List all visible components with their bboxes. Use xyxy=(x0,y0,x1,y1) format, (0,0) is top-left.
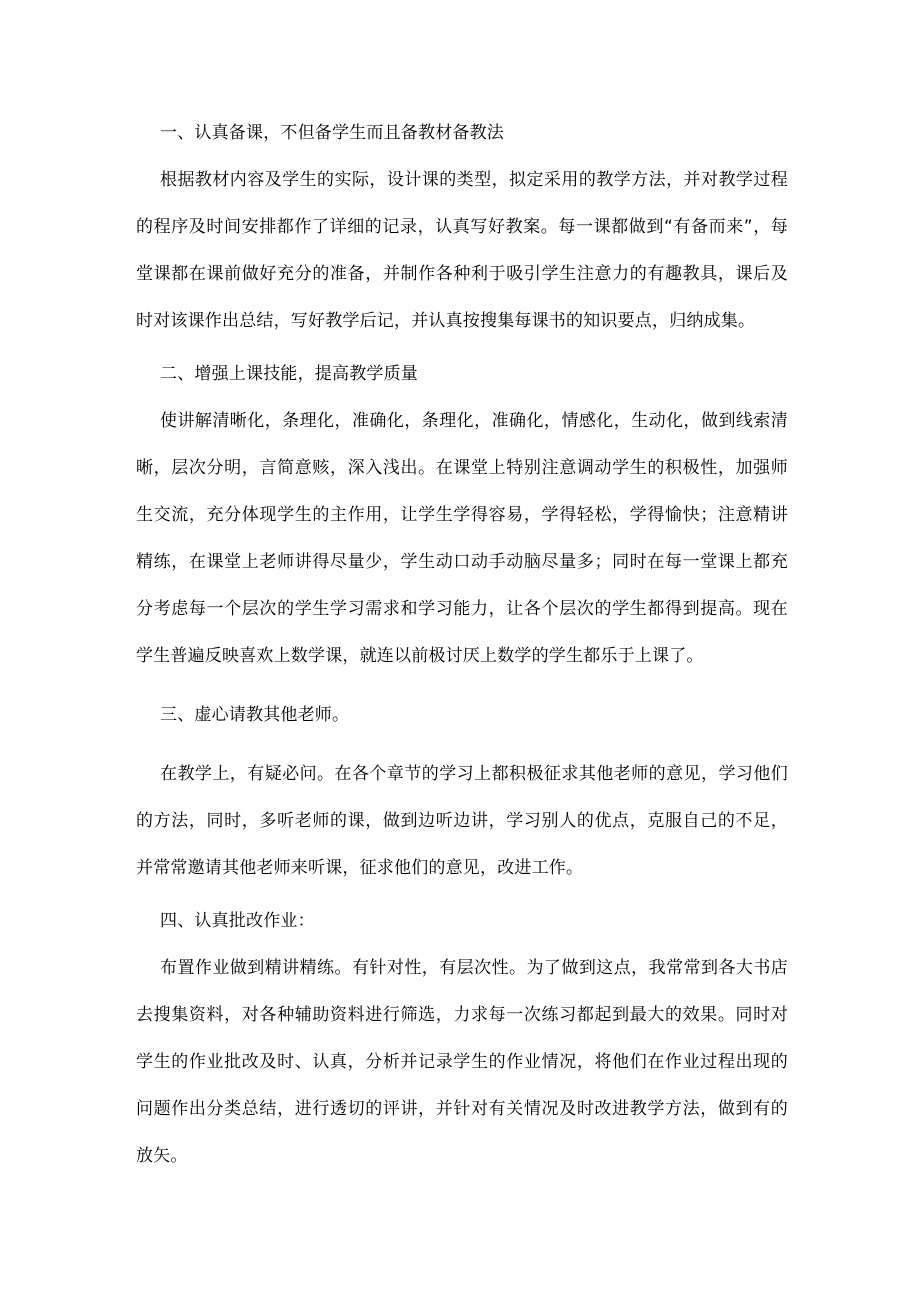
section-2-heading: 二、增强上课技能，提高教学质量 xyxy=(160,364,418,384)
section-1-heading: 一、认真备课，不但备学生而且备教材备教法 xyxy=(160,123,504,143)
section-4-heading: 四、认真批改作业： xyxy=(160,911,315,931)
section-2-body: 使讲解清晰化，条理化，准确化，条理化，准确化，情感化，生动化，做到线索清晰，层次分明，言简意赅，深入浅出。在课堂上特别注意调动学生的积极性，加强师生交流，充分体现学生的主作用，让学生学得容易，学得轻松，学得愉快；注意精讲精练，在课堂上老师讲得尽量少，学生动口动手动脑尽量多；同时在每一堂课上都充分考虑每一个层次的学生学习需求和学习能力，让各个层次的学生都得到提高。现在学生普遍反映喜欢上数学课，就连以前极讨厌上数学的学生都乐于上课了。 xyxy=(136,411,788,666)
section-1-body: 根据教材内容及学生的实际，设计课的类型，拟定采用的教学方法，并对教学过程的程序及时间安排都作了详细的记录，认真写好教案。每一课都做到“有备而来”，每堂课都在课前做好充分的准备，并制作各种利于吸引学生注意力的有趣教具，课后及时对该课作出总结，写好教学后记，并认真按搜集每课书的知识要点，归纳成集。 xyxy=(136,170,788,331)
section-3-body: 在教学上，有疑必问。在各个章节的学习上都积极征求其他老师的意见，学习他们的方法，同时，多听老师的课，做到边听边讲，学习别人的优点，克服自己的不足，并常常邀请其他老师来听课，征求他们的意见，改进工作。 xyxy=(136,764,788,878)
section-3-heading: 三、虚心请教其他老师。 xyxy=(160,705,350,725)
section-4-body: 布置作业做到精讲精练。有针对性，有层次性。为了做到这点，我常常到各大书店去搜集资料，对各种辅助资料进行筛选，力求每一次练习都起到最大的效果。同时对学生的作业批改及时、认真，分析并记录学生的作业情况，将他们在作业过程出现的问题作出分类总结，进行透切的评讲，并针对有关情况及时改进教学方法，做到有的放矢。 xyxy=(136,958,788,1166)
